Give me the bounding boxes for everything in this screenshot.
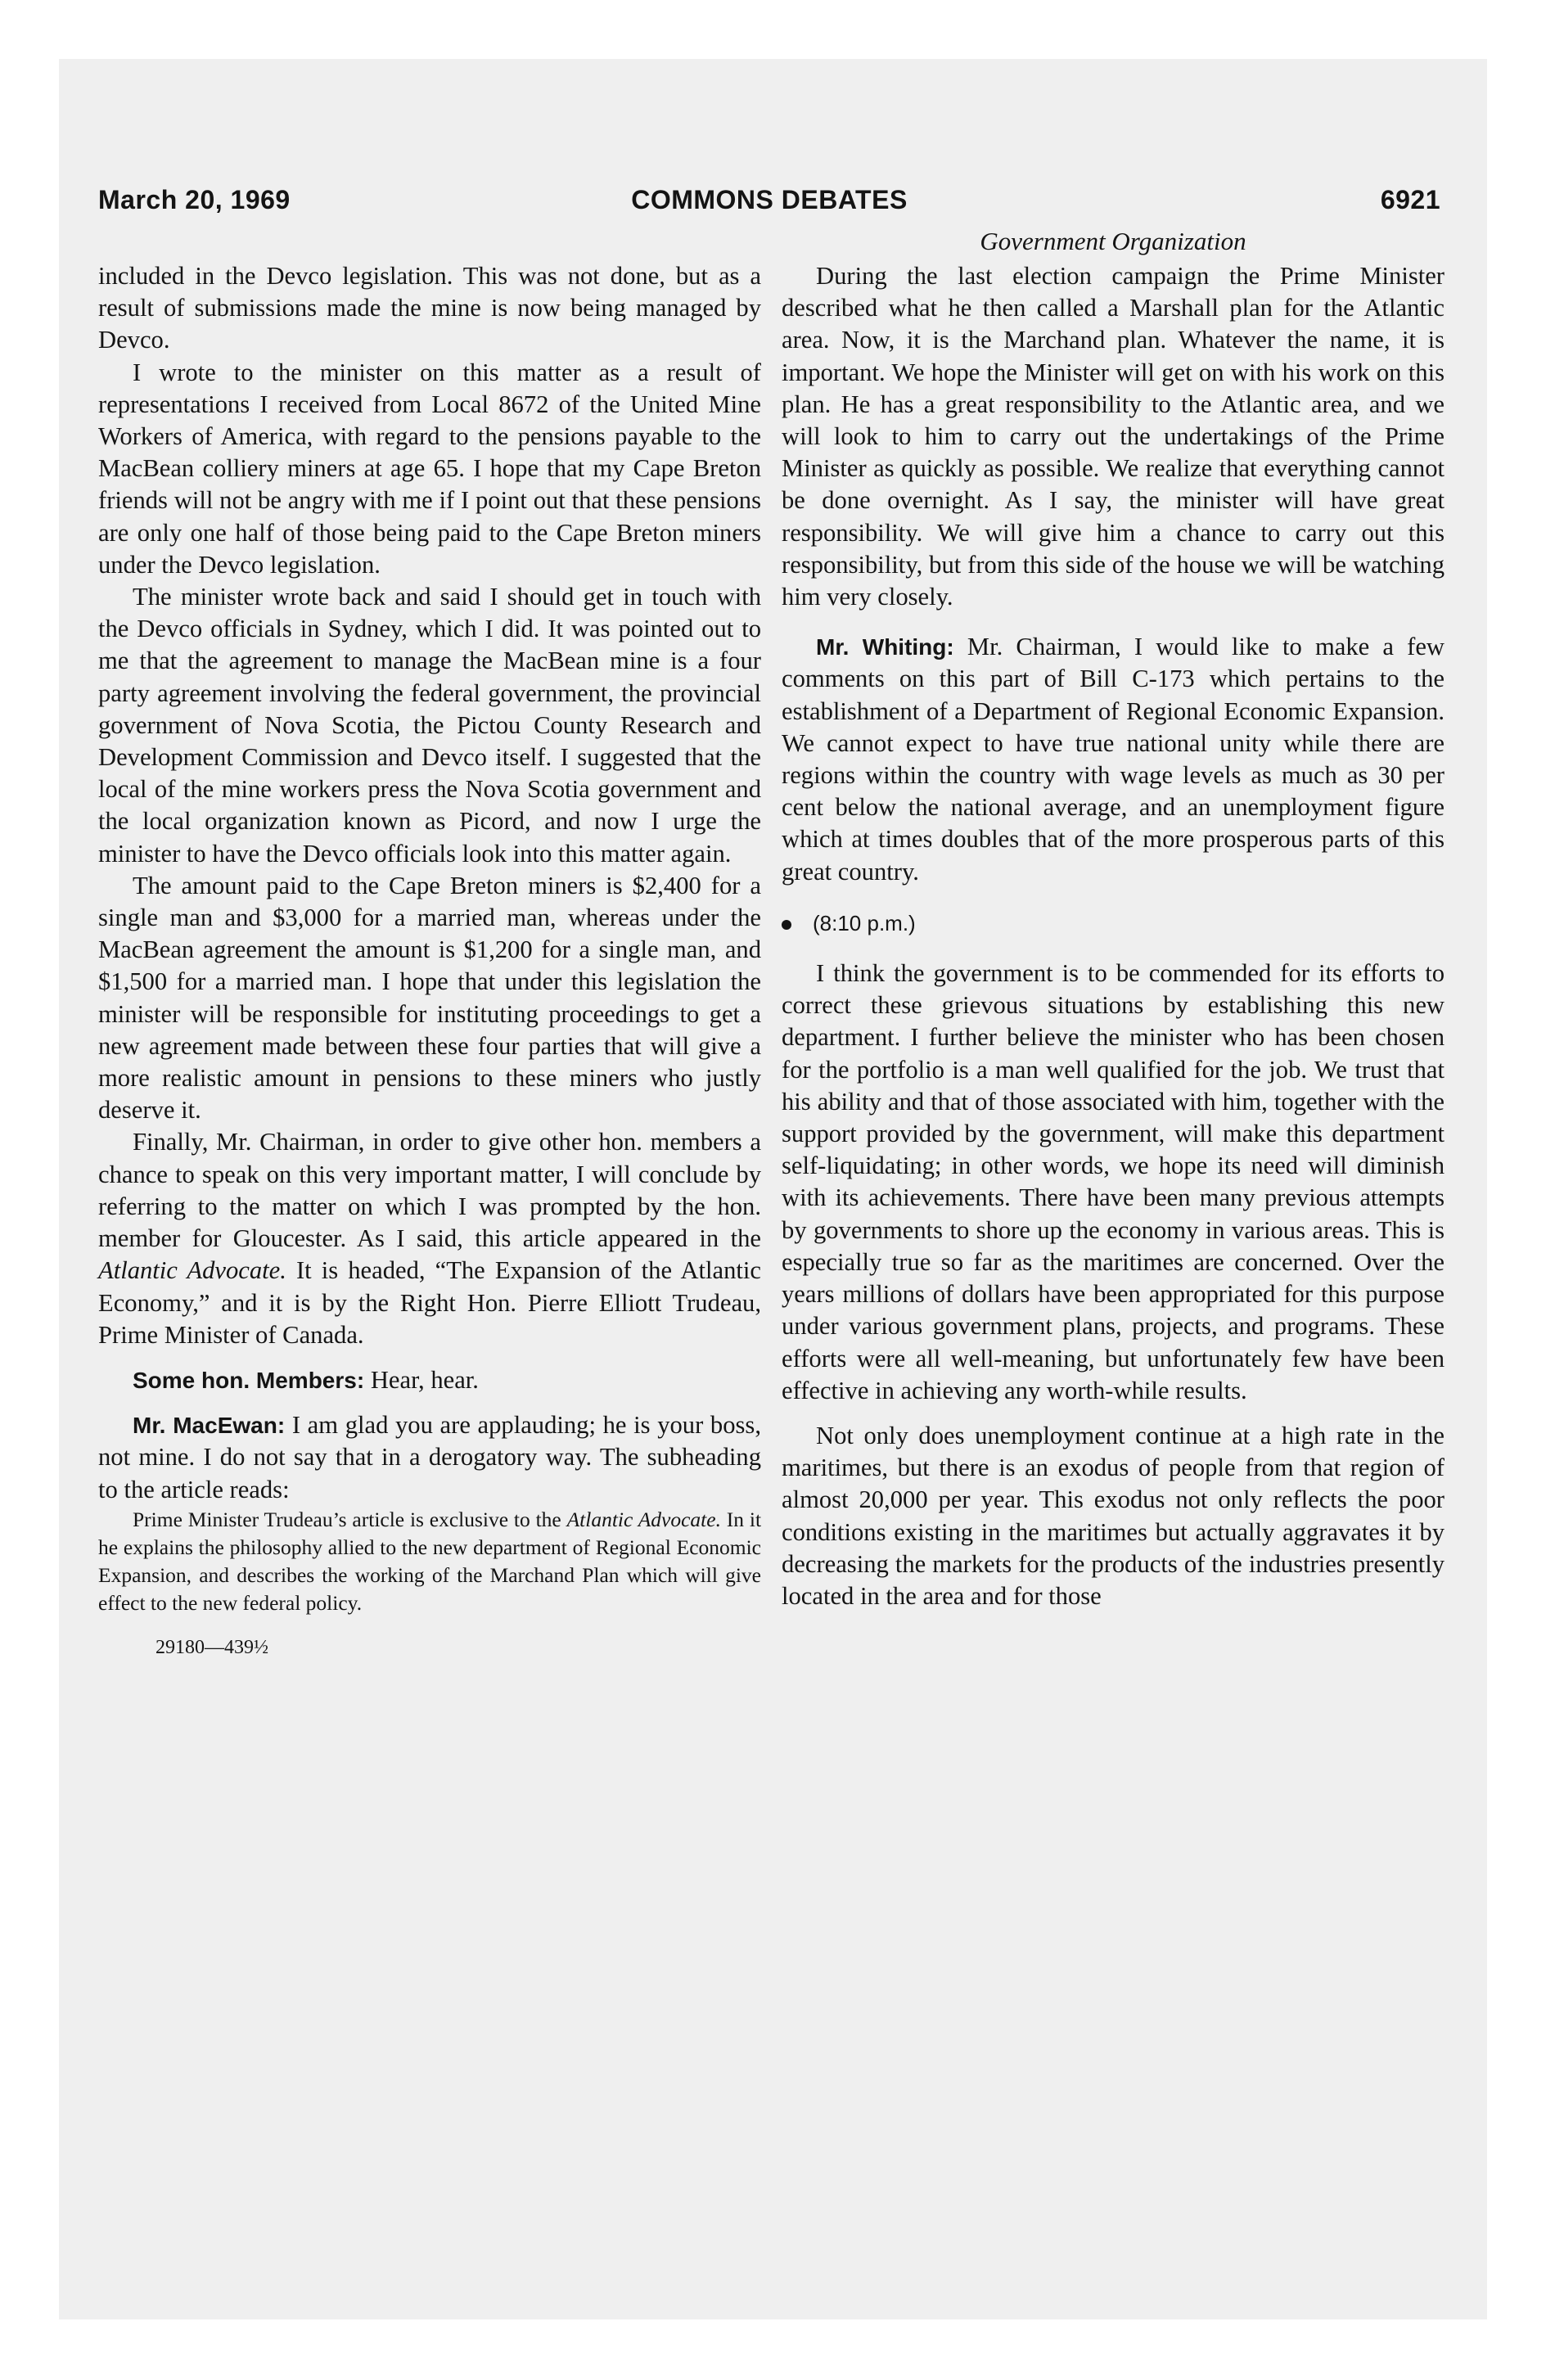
right-column (782, 227, 1445, 1612)
block-quote (98, 1506, 761, 1617)
header-date: March 20, 1969 (98, 185, 291, 214)
page-header (98, 185, 1440, 226)
quote-text: In it he explains the philosophy allied to the new department of Regional Economic Expansion, and describes the working of the Marchand Plan which will give effect to the new federal policy. (98, 1507, 762, 1615)
speaker-name: Mr. Whiting: (816, 634, 954, 660)
paragraph: During the last election campaign the Prime Minister described what he then called a Marshall plan for the Atlantic area. Now, it is the Marchand plan. Whatever the name, it is important. We hope the Minister will get on with his work on this plan. He has a great responsibility to the Atlantic area, and we will look to him to carry out the undertakings of the Prime Minister as quickly as possible. We realize that everything cannot be done overnight. As I say, the minister will have great responsibility. We will give him a chance to carry out this responsibility, but from this side of the house we will be watching him very closely. (782, 262, 1445, 611)
speaker-paragraph (98, 1409, 761, 1506)
paragraph (98, 1126, 761, 1350)
printer-footnote: 29180—439½ (156, 1636, 268, 1658)
paragraph-text: Finally, Mr. Chairman, in order to give other hon. members a chance to speak on this very important matter, I will conclude by referring to the matter on which I was prompted by the hon. member for Gloucester. As I said, this article appeared in the (98, 1128, 761, 1253)
paragraph: included in the Devco legislation. This was not done, but as a result of submissions made the mine is now being managed by Devco. (98, 262, 761, 354)
paragraph-text: I am glad you are applauding; he is your boss, not mine. I do not say that in a derogatory way. The subheading to the article reads: (98, 1411, 761, 1503)
paragraph: I wrote to the minister on this matter as a result of representations I received from Local 8672 of the United Mine Workers of America, with regard to the pensions payable to the MacBean colliery miners at age 65. I hope that my Cape Breton friends will not be angry with me if I point out that these pensions are only one half of those being paid to the Cape Breton miners under the Devco legislation. (98, 358, 761, 579)
running-head: Government Organization (980, 227, 1246, 255)
publication-title: Atlantic Advocate. (566, 1507, 721, 1531)
speaker-paragraph (782, 631, 1445, 888)
paragraph: The amount paid to the Cape Breton miners is $2,400 for a single man and $3,000 for a married man, whereas under the MacBean agreement the amount is $1,200 for a single man, and $1,500 for a married man. I hope that under this legislation the minister will be responsible for instituting proceedings to get a new agreement made between these four parties that will give a more realistic amount in pensions to these miners who justly deserve it. (98, 871, 761, 1125)
paragraph-text: It is headed, “The Expansion of the Atlantic Economy,” and it is by the Right Hon. Pierre Elliott Trudeau, Prime Minister of Canada. (98, 1256, 761, 1349)
header-publication: COMMONS DEBATES (631, 185, 908, 214)
speaker-paragraph (98, 1364, 761, 1396)
publication-title: Atlantic Advocate. (98, 1256, 286, 1285)
speaker-name: Some hon. Members: (133, 1367, 365, 1393)
speaker-name: Mr. MacEwan: (133, 1413, 286, 1439)
bullet-icon (782, 920, 791, 930)
paragraph: The minister wrote back and said I should get in touch with the Devco officials in Sydney, which I did. It was pointed out to me that the agreement to manage the MacBean mine is a four party agreement involving the federal government, the provincial government of Nova Scotia, the Pictou County Research and Development Commission and Devco itself. I suggested that the local of the mine workers press the Nova Scotia government and the local organization known as Picord, and now I urge the minister to have the Devco officials look into this matter again. (98, 583, 761, 868)
header-page-number: 6921 (1380, 185, 1440, 214)
left-column (98, 260, 761, 1664)
timestamp (782, 908, 1445, 940)
paragraph-text: Hear, hear. (370, 1365, 479, 1394)
quote-text: Prime Minister Trudeau’s article is exclusive to the (133, 1507, 561, 1531)
paragraph-text: Mr. Chairman, I would like to make a few comments on this part of Bill C-173 which pertains to the establishment of a Department of Regional Economic Expansion. We cannot expect to have true national unity while there are regions within the country with wage levels as much as 30 per cent below the national average, and an unemployment figure which at times doubles that of the more prosperous parts of this great country. (782, 633, 1445, 886)
paragraph: Not only does unemployment continue at a high rate in the maritimes, but there is an exodus of people from that region of almost 20,000 per year. This exodus not only reflects the poor conditions existing in the maritimes but actually aggravates it by decreasing the markets for the products of the industries presently located in the area and for those (782, 1421, 1445, 1610)
paragraph: I think the government is to be commended for its efforts to correct these grievous situations by establishing this new department. I further believe the minister who has been chosen for the portfolio is a man well qualified for the job. We trust that his ability and that of those associated with him, together with the support provided by the government, will make this department self-liquidating; in other words, we hope its need will diminish with its achievements. There have been many previous attempts by governments to shore up the economy in various areas. This is especially true so far as the maritimes are concerned. Over the years millions of dollars have been appropriated for this purpose under various government plans, projects, and programs. These efforts were all well-meaning, but unfortunately few have been effective in achieving any worth-while results. (782, 959, 1445, 1404)
timestamp-text: (8:10 p.m.) (813, 910, 916, 935)
